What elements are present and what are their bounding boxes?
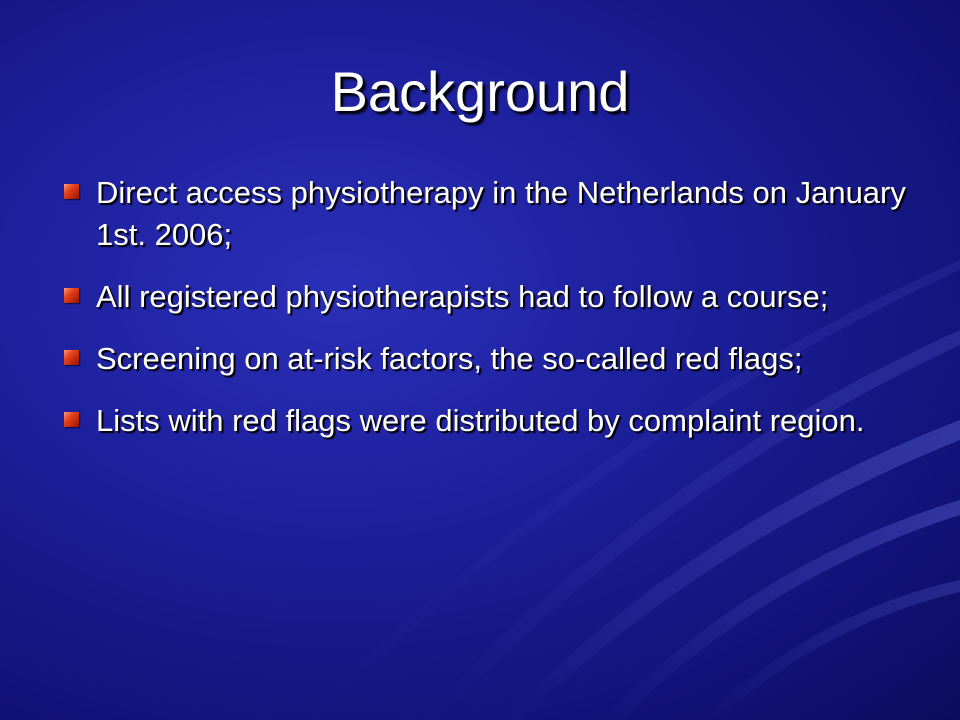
bullet-text: Direct access physiotherapy in the Netherlands on January 1st. 2006;: [96, 175, 906, 252]
square-bullet-icon: [64, 412, 79, 427]
square-bullet-icon: [64, 288, 79, 303]
bullet-item: [60, 276, 920, 318]
bullet-list: [60, 172, 920, 462]
square-bullet-icon: [64, 184, 79, 199]
bullet-item: [60, 400, 920, 442]
bullet-text: Screening on at-risk factors, the so-called red flags;: [96, 341, 803, 376]
bullet-item: [60, 338, 920, 380]
square-bullet-icon: [64, 350, 79, 365]
bullet-text: Lists with red flags were distributed by complaint region.: [96, 403, 865, 438]
bullet-text: All registered physiotherapists had to follow a course;: [96, 279, 829, 314]
slide-title: Background: [330, 60, 630, 123]
bullet-item: [60, 172, 920, 256]
